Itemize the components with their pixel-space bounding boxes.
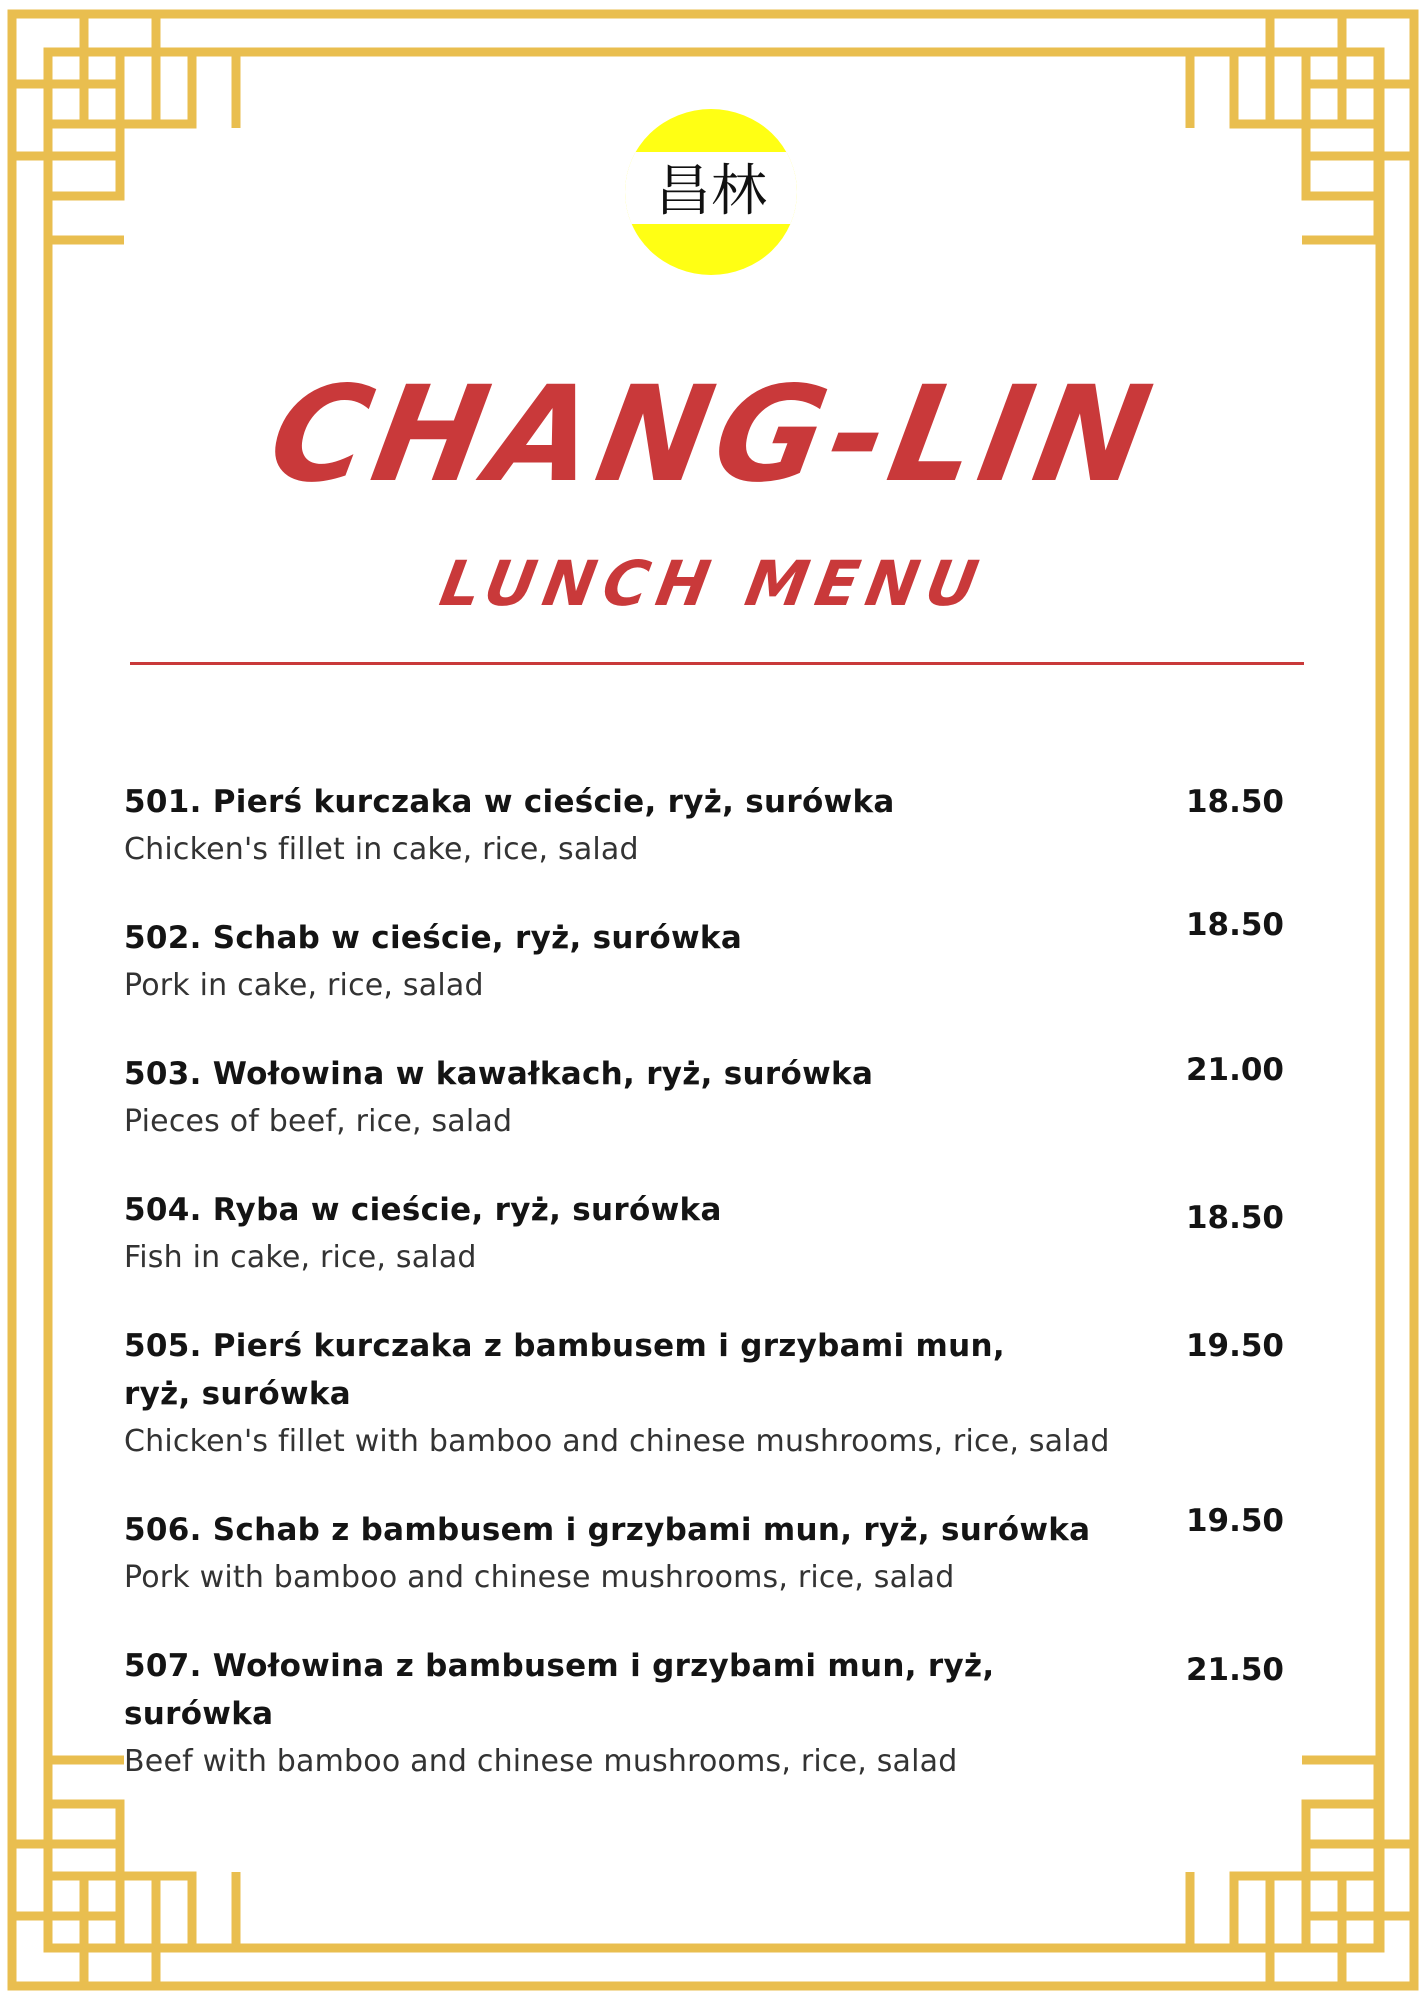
item-price: 18.50 [1185,1200,1284,1236]
item-name: 505. Pierś kurczaka z bambusem i grzybami mun, ryż, surówka [124,1328,1005,1412]
menu-item-501 [124,778,1284,914]
menu-subtitle: LUNCH MENU [434,547,992,620]
item-description: Pork in cake, rice, salad [124,968,484,1003]
item-description: Pork with bamboo and chinese mushrooms, rice, salad [124,1560,955,1595]
menu-list [124,778,1284,1778]
menu-item-507 [124,1642,1284,1778]
menu-item-503 [124,1050,1284,1186]
item-description: Chicken's fillet in cake, rice, salad [124,832,639,867]
divider-line [130,662,1304,665]
item-price: 19.50 [1185,1503,1284,1539]
restaurant-name: CHANG-LIN [259,358,1167,512]
restaurant-logo [624,108,798,276]
item-price: 18.50 [1185,907,1284,943]
item-name: 503. Wołowina w kawałkach, ryż, surówka [124,1056,874,1092]
item-description: Pieces of beef, rice, salad [124,1104,513,1139]
menu-item-506 [124,1503,1284,1642]
item-price: 19.50 [1185,1328,1284,1364]
item-name: 507. Wołowina z bambusem i grzybami mun, ryż, surówka [124,1648,995,1732]
item-description: Fish in cake, rice, salad [124,1240,477,1275]
item-price: 18.50 [1185,784,1284,820]
item-description: Chicken's fillet with bamboo and chinese mushrooms, rice, salad [124,1424,1110,1459]
item-description: Beef with bamboo and chinese mushrooms, rice, salad [124,1744,958,1779]
item-name: 506. Schab z bambusem i grzybami mun, ryż, surówka [124,1512,1091,1548]
item-name: 501. Pierś kurczaka w cieście, ryż, surówka [124,784,895,820]
menu-item-505 [124,1322,1284,1506]
item-price: 21.00 [1185,1052,1284,1088]
item-name: 502. Schab w cieście, ryż, surówka [124,920,743,956]
item-name: 504. Ryba w cieście, ryż, surówka [124,1192,722,1228]
logo-glyphs: 昌林 [655,159,767,224]
menu-item-504 [124,1186,1284,1322]
menu-item-502 [124,907,1284,1050]
item-price: 21.50 [1185,1652,1284,1688]
